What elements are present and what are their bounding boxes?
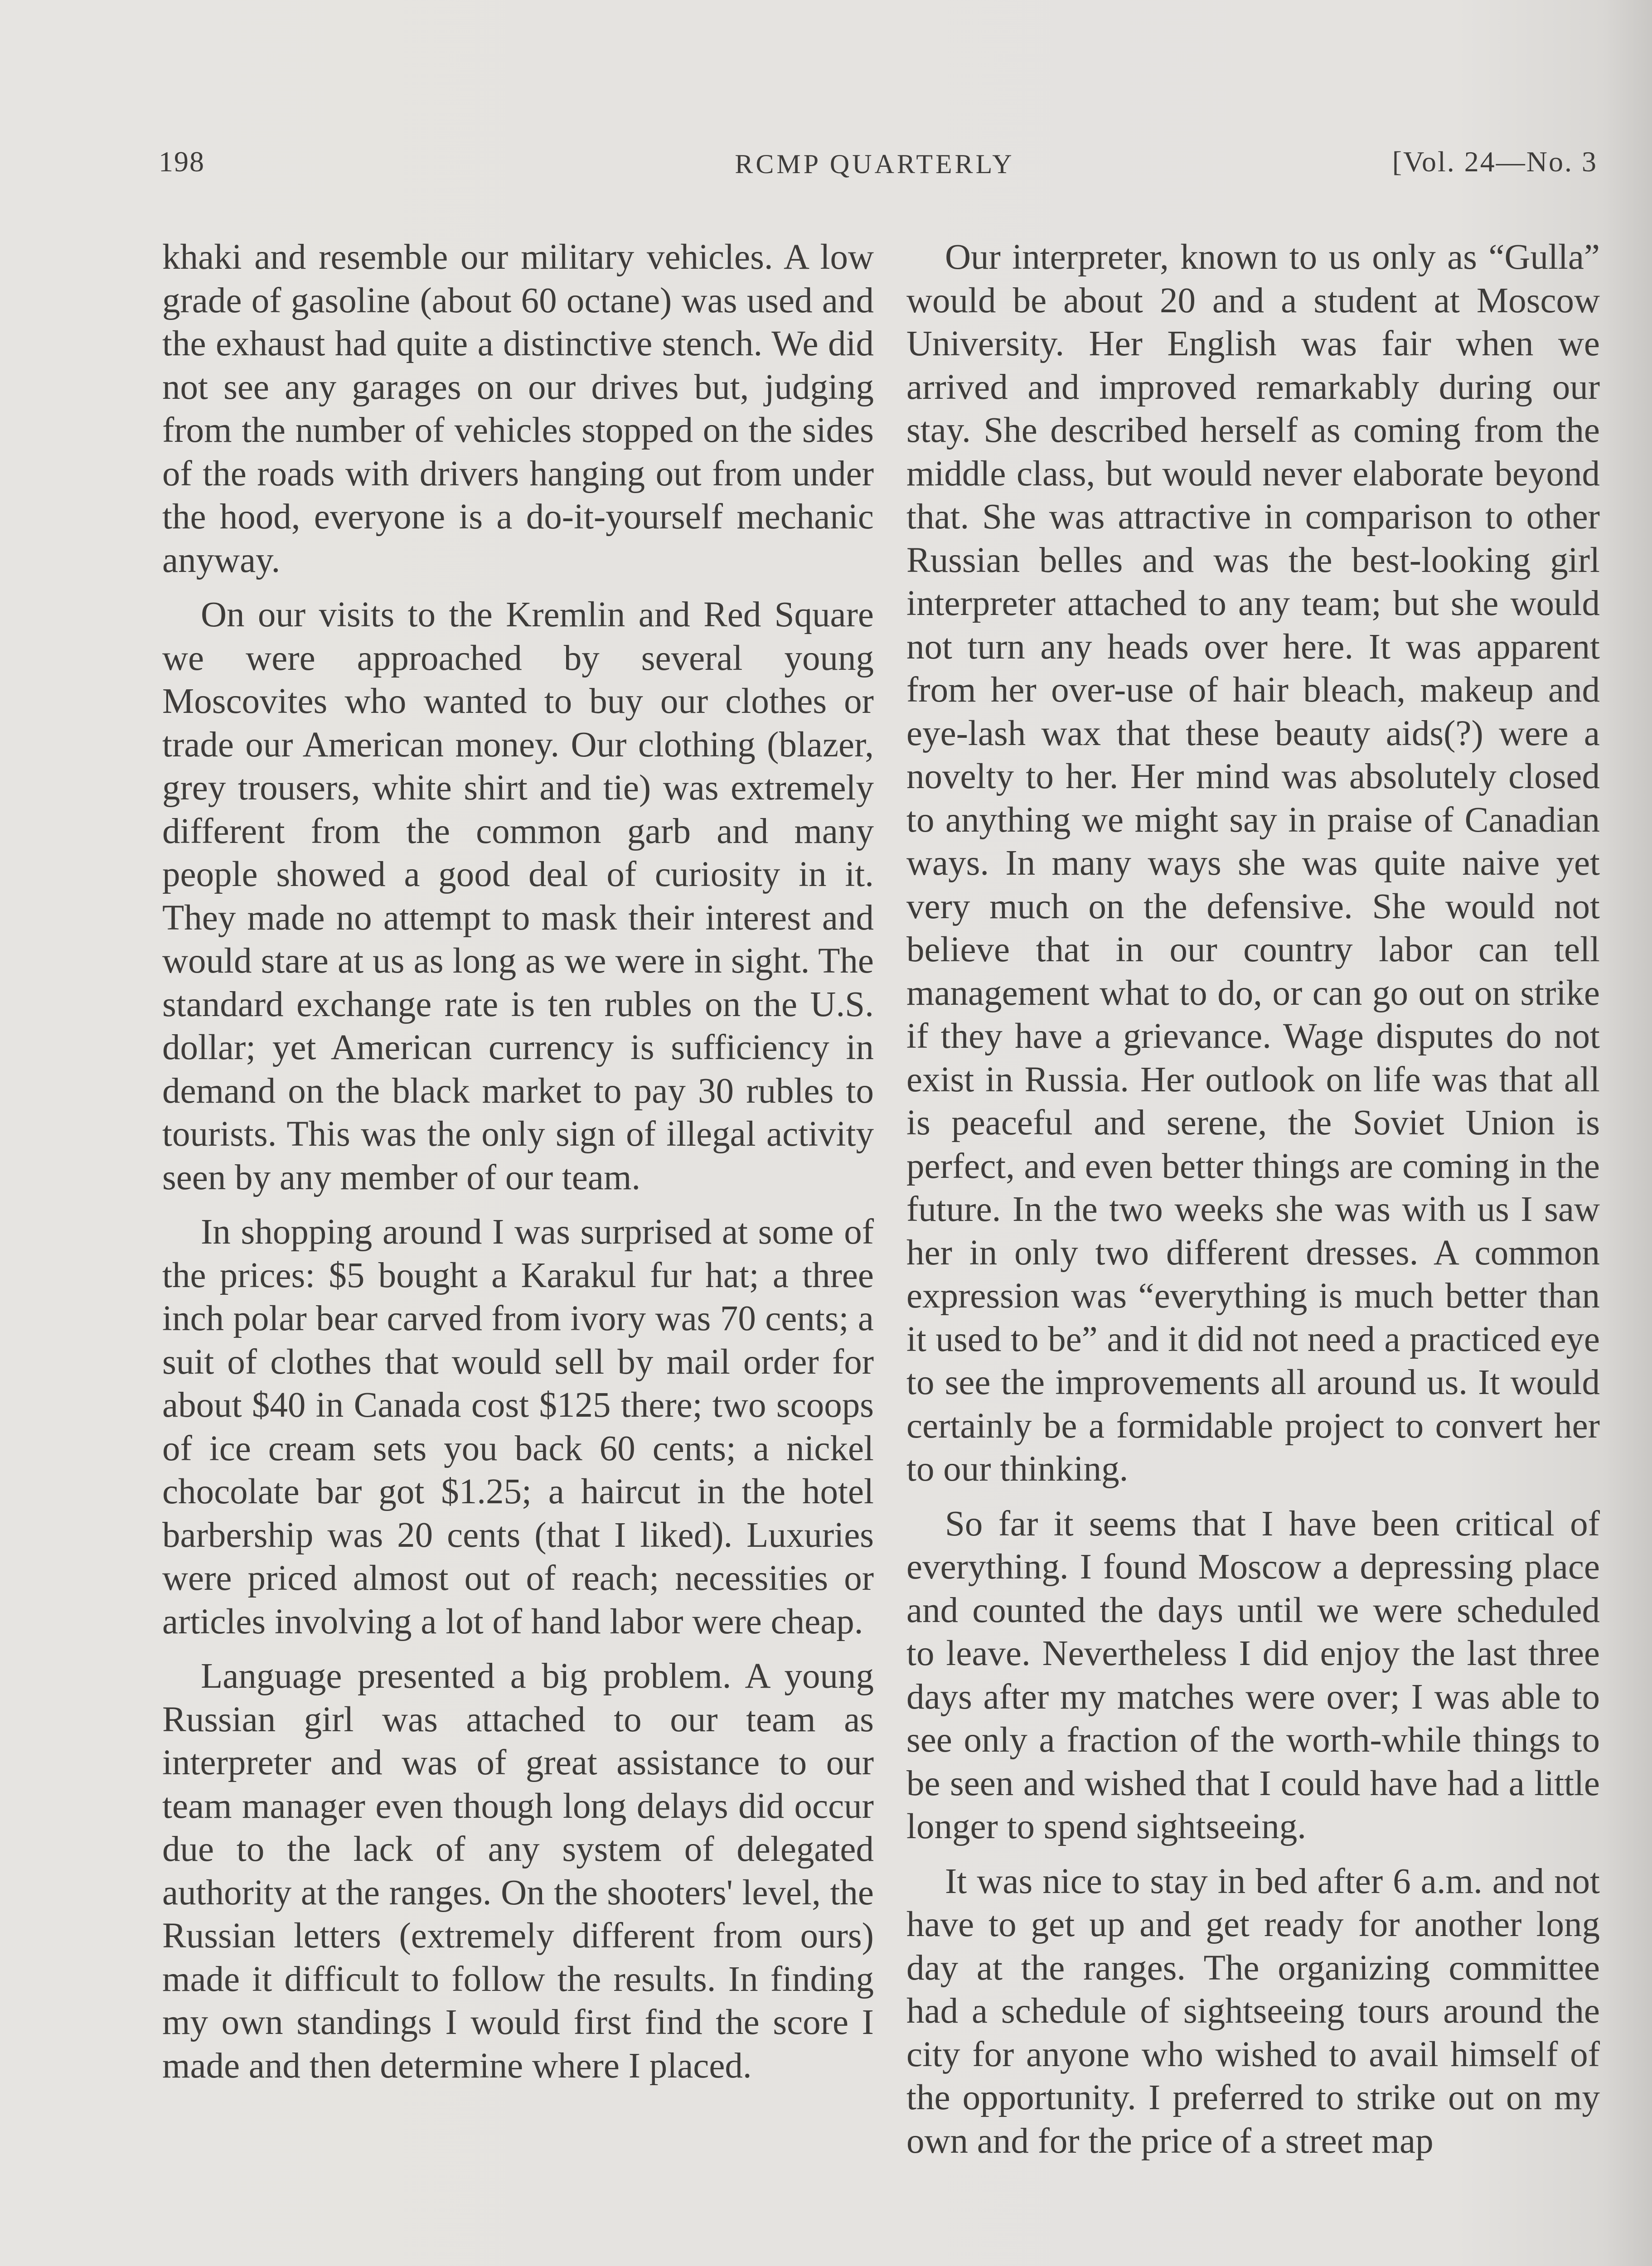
paragraph: On our visits to the Kremlin and Red Square we were approached by several young Moscovites who wanted to buy our clothes or trade our American money. Our clothing (blazer, grey trousers, white shirt and tie) was extremely different from the common garb and many people showed a good deal of curiosity in it. They made no attempt to mask their interest and would stare at us as long as we were in sight. The standard exchange rate is ten rubles on the U.S. dollar; yet American currency is sufficiency in demand on the black market to pay 30 rubles to tourists. This was the only sign of illegal activity seen by any member of our team. <box>162 595 874 1197</box>
issue-label: [Vol. 24—No. 3 <box>1392 145 1598 178</box>
paragraph: Language presented a big problem. A young Russian girl was attached to our team as interpreter and was of great assistance to our team manager even though long delays did occur due to the lack of any system of delegated authority at the ranges. On the shooters' level, the Russian letters (extremely different from ours) made it difficult to follow the results. In finding my own standings I would first find the score I made and then determine where I placed. <box>162 1656 874 2086</box>
paragraph: It was nice to stay in bed after 6 a.m. and not have to get up and get ready for another long day at the ranges. The organizing committee had a schedule of sightseeing tours around the city for anyone who wished to avail himself of the opportunity. I preferred to strike out on my own and for the price of a street map <box>906 1861 1600 2161</box>
left-column <box>162 236 874 2099</box>
running-header <box>0 145 1652 186</box>
paragraph: Our interpreter, known to us only as “Gulla” would be about 20 and a student at Moscow University. Her English was fair when we arrived and improved remarkably during our stay. She described herself as coming from the middle class, but would never elaborate beyond that. She was attractive in comparison to other Russian belles and was the best-looking girl interpreter attached to any team; but she would not turn any heads over here. It was apparent from her over-use of hair bleach, makeup and eye-lash wax that these beauty aids(?) were a novelty to her. Her mind was absolutely closed to anything we might say in praise of Canadian ways. In many ways she was quite naive yet very much on the defensive. She would not believe that in our country labor can tell management what to do, or can go out on strike if they have a grievance. Wage disputes do not exist in Russia. Her outlook on life was that all is peaceful and serene, the Soviet Union is perfect, and even better things are coming in the future. In the two weeks she was with us I saw her in only two different dresses. A common expression was “everything is much better than it used to be” and it did not need a practiced eye to see the improvements all around us. It would certainly be a formidable project to convert her to our thinking. <box>906 237 1600 1489</box>
page-number: 198 <box>159 145 205 178</box>
paragraph: khaki and resemble our military vehicles. A low grade of gasoline (about 60 octane) was used and the exhaust had quite a distinctive stench. We did not see any garages on our drives but, judging from the number of vehicles stopped on the sides of the roads with drivers hanging out from under the hood, everyone is a do-it-yourself mechanic anyway. <box>162 237 874 580</box>
publication-title: RCMP QUARTERLY <box>735 149 1015 179</box>
paragraph: In shopping around I was surprised at some of the prices: $5 bought a Karakul fur hat; a three inch polar bear carved from ivory was 70 cents; a suit of clothes that would sell by mail order for about $40 in Canada cost $125 there; two scoops of ice cream sets you back 60 cents; a nickel chocolate bar got $1.25; a haircut in the hotel barbership was 20 cents (that I liked). Luxuries were priced almost out of reach; necessities or articles involving a lot of hand labor were cheap. <box>162 1212 874 1641</box>
right-column <box>906 236 1600 2174</box>
paragraph: So far it seems that I have been critical of everything. I found Moscow a depressing place and counted the days until we were scheduled to leave. Nevertheless I did enjoy the last three days after my matches were over; I was able to see only a fraction of the worth-while things to be seen and wished that I could have had a little longer to spend sightseeing. <box>906 1504 1600 1846</box>
